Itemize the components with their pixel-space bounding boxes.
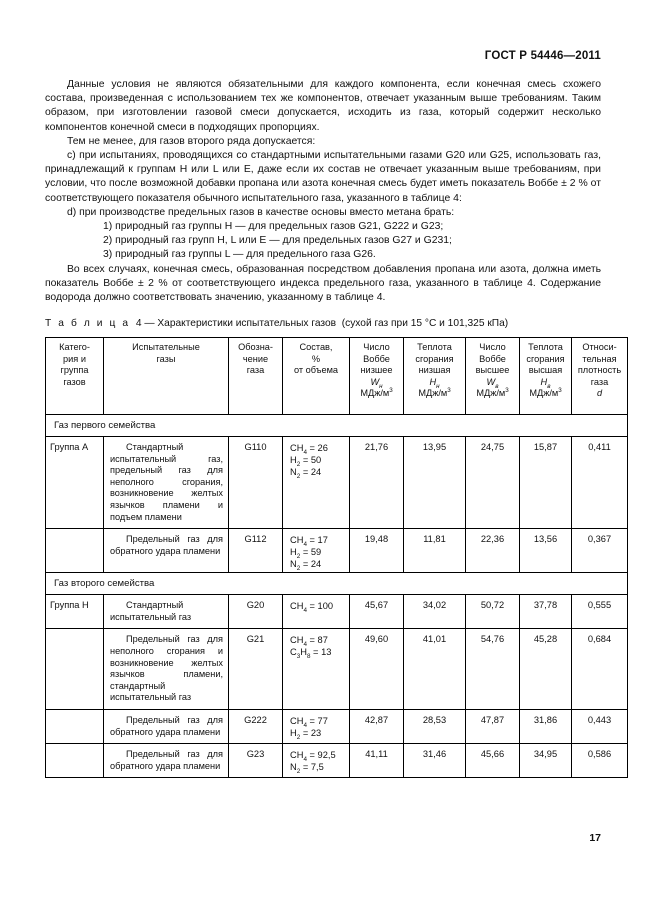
paragraph: Тем не менее, для газов второго ряда допускается: — [67, 135, 316, 147]
standard-designation: ГОСТ Р 54446—2011 — [484, 50, 601, 62]
table-column-header — [466, 338, 520, 415]
column-header-symbol: $W_в$ — [486, 376, 499, 390]
column-header-line: тельная — [582, 353, 617, 364]
wobbe-upper-cell: 50,72 — [466, 595, 520, 629]
table-column-header — [46, 338, 104, 415]
paragraph: 1) природный газ группы Н — для предельных газов G21, G222 и G23; — [103, 221, 444, 233]
column-header-line: Число — [479, 342, 506, 352]
wobbe-upper-cell: 45,66 — [466, 744, 520, 778]
paragraph: Данные условия не являются обязательными для каждого компонента, если конечная смесь схожего состава, произведенная с использованием тех же компонентов, отвечает указанным выше требованиям. Таким образом, при изготовлении газовой смеси допускается, исходить из газа, который содержит несколько компонентов конечной смеси в подходящих пропорциях. — [45, 79, 601, 133]
relative-density-cell: 0,555 — [572, 595, 628, 629]
table-caption-title: Характеристики испытательных газов — [157, 318, 337, 329]
paragraph: d) при производстве предельных газов в качестве основы вместо метана брать: — [67, 206, 455, 218]
composition-line: $N_2 = 7,5$ — [290, 762, 324, 775]
wobbe-upper-cell: 22,36 — [466, 529, 520, 573]
gas-group-cell — [46, 709, 104, 743]
table-column-header — [572, 338, 628, 415]
column-header-line: Воббе — [479, 353, 506, 364]
column-header-line: Обозна- — [238, 342, 273, 352]
gas-family-label: Газ второго семейства — [46, 573, 628, 595]
table-row — [46, 629, 628, 710]
column-header-line: низшая — [418, 365, 451, 375]
column-header-unit: МДж/$м^3$ — [360, 386, 393, 398]
column-header-symbol: d — [596, 388, 603, 398]
heat-lower-cell: 13,95 — [404, 437, 466, 529]
column-header-symbol: $H_н$ — [429, 376, 440, 390]
column-header-line: чение — [242, 353, 269, 364]
composition-line: $N_2 = 24$ — [290, 559, 322, 573]
page-number: 17 — [589, 832, 601, 844]
gas-description-cell: Предельный газ для обратного удара пламени — [104, 529, 229, 573]
gas-group-cell — [46, 629, 104, 710]
column-header-line: группа — [60, 365, 89, 375]
composition-line: $CH_4 = 17$ — [290, 535, 328, 549]
heat-upper-cell: 34,95 — [520, 744, 572, 778]
composition-line: $CH_4 = 100$ — [290, 601, 334, 615]
column-header-unit: МДж/$м^3$ — [529, 386, 562, 398]
composition-line: $CH_4 = 77$ — [290, 715, 328, 729]
table-column-header — [350, 338, 404, 415]
heat-upper-cell: 31,86 — [520, 709, 572, 743]
heat-lower-cell: 41,01 — [404, 629, 466, 710]
gas-code-cell: G23 — [229, 744, 283, 778]
table-caption-label: Т а б л и ц а — [45, 318, 131, 329]
heat-upper-cell: 13,56 — [520, 529, 572, 573]
paragraph: 2) природный газ групп Н, L или Е — для предельных газов G27 и G231; — [103, 235, 452, 247]
column-header-line: Воббе — [363, 353, 390, 364]
heat-lower-cell: 34,02 — [404, 595, 466, 629]
composition-line: $CH_4 = 92,5$ — [290, 750, 336, 763]
table-body — [46, 415, 628, 778]
table-caption-dash: — — [144, 318, 155, 329]
gas-code-cell: G112 — [229, 529, 283, 573]
heat-lower-cell: 28,53 — [404, 709, 466, 743]
gas-composition-cell — [283, 595, 350, 629]
heat-upper-cell: 15,87 — [520, 437, 572, 529]
column-header-unit: МДж/$м^3$ — [476, 386, 509, 398]
heat-upper-cell: 37,78 — [520, 595, 572, 629]
wobbe-lower-cell: 45,67 — [350, 595, 404, 629]
column-header-line: сгорания — [526, 353, 565, 364]
column-header-line: от объема — [293, 365, 338, 375]
column-header-line: газов — [63, 376, 86, 387]
table-row — [46, 744, 628, 778]
wobbe-lower-cell: 42,87 — [350, 709, 404, 743]
relative-density-cell: 0,684 — [572, 629, 628, 710]
table-column-header — [283, 338, 350, 415]
paragraph: 3) природный газ группы L — для предельного газа G26. — [103, 249, 376, 261]
wobbe-upper-cell: 47,87 — [466, 709, 520, 743]
table-caption — [45, 318, 508, 329]
heat-lower-cell: 31,46 — [404, 744, 466, 778]
column-header-line: высшая — [528, 365, 563, 375]
column-header-symbol: $W_н$ — [370, 376, 383, 390]
column-header-line: Относи- — [582, 342, 617, 352]
table-row — [46, 437, 628, 529]
column-header-line: Испытательные — [132, 342, 200, 352]
wobbe-upper-cell: 54,76 — [466, 629, 520, 710]
gas-family-label: Газ первого семейства — [46, 415, 628, 437]
gas-code-cell: G110 — [229, 437, 283, 529]
column-header-line: Число — [363, 342, 390, 352]
table-header-row — [46, 338, 628, 415]
composition-line: $H_2 = 50$ — [290, 455, 322, 468]
table-row — [46, 709, 628, 743]
wobbe-lower-cell: 21,76 — [350, 437, 404, 529]
column-header-line: сгорания — [415, 353, 454, 364]
wobbe-lower-cell: 19,48 — [350, 529, 404, 573]
gas-group-cell: Группа А — [46, 437, 104, 529]
gas-group-cell: Группа Н — [46, 595, 104, 629]
column-header-unit: МДж/$м^3$ — [418, 386, 451, 398]
gas-code-cell: G222 — [229, 709, 283, 743]
composition-line: $C_3H_8 = 13$ — [290, 647, 332, 661]
column-header-line: высшее — [475, 365, 510, 375]
column-header-line: Теплота — [417, 342, 452, 352]
gas-description-cell: Предельный газ для неполного сгорания и возникновение желтых язычков пламени, стандартный испытательный газ — [104, 629, 229, 710]
relative-density-cell: 0,411 — [572, 437, 628, 529]
column-header-line: Катего- — [59, 342, 90, 352]
table-caption-number: 4 — [135, 318, 142, 329]
table-caption-conditions: (сухой газ при 15 °C и 101,325 кПа) — [341, 318, 509, 329]
gas-composition-cell — [283, 629, 350, 710]
gas-code-cell: G21 — [229, 629, 283, 710]
column-header-symbol: $H_в$ — [540, 376, 551, 390]
table-header — [46, 338, 628, 415]
gas-family-row — [46, 415, 628, 437]
table-row — [46, 529, 628, 573]
gas-composition-cell — [283, 709, 350, 743]
gas-description-cell: Стандартный испытательный газ, предельный газ для неполного сгорания, возникновение желтых язычков пламени и подъем пламени — [104, 437, 229, 529]
gas-description-cell: Предельный газ для обратного удара пламени — [104, 744, 229, 778]
column-header-line: Состав, — [299, 342, 333, 352]
gas-composition-cell — [283, 437, 350, 529]
table-column-header — [520, 338, 572, 415]
relative-density-cell: 0,367 — [572, 529, 628, 573]
column-header-line: газы — [156, 353, 176, 364]
column-header-line: плотность — [577, 365, 622, 375]
paragraph: Во всех случаях, конечная смесь, образованная посредством добавления пропана или азота, должна иметь показатель Воббе ± 2 % от соответствующего индекса предельного газа, указанного в таблице 4. Содержание водорода должно соответствовать значению, указанному в таблице 4. — [45, 263, 601, 304]
composition-line: $H_2 = 23$ — [290, 727, 322, 741]
gas-code-cell: G20 — [229, 595, 283, 629]
column-header-line: Теплота — [528, 342, 563, 352]
composition-line: $CH_4 = 26$ — [290, 443, 328, 456]
heat-lower-cell: 11,81 — [404, 529, 466, 573]
composition-line: $H_2 = 59$ — [290, 547, 322, 561]
column-header-line: газа — [246, 365, 265, 375]
paragraph: с) при испытаниях, проводящихся со стандартными испытательными газами G20 или G25, использовать газ, принадлежащий к группам Н или L или Е, даже если их состав не отвечает указанным выше требованиям, при условии, что после возможной добавки пропана или азота конечная смесь будет иметь показатель Воббе ± 2 % от соответствующего показателя обычного испытательного газа, указанного в таблице 4: — [45, 150, 601, 204]
column-header-line: газа — [590, 376, 609, 387]
gas-group-cell — [46, 744, 104, 778]
column-header-line: низшее — [360, 365, 393, 375]
wobbe-lower-cell: 41,11 — [350, 744, 404, 778]
gas-description-cell: Предельный газ для обратного удара пламени — [104, 709, 229, 743]
table-column-header — [229, 338, 283, 415]
relative-density-cell: 0,443 — [572, 709, 628, 743]
gas-composition-cell — [283, 529, 350, 573]
wobbe-upper-cell: 24,75 — [466, 437, 520, 529]
gas-family-row — [46, 573, 628, 595]
gas-group-cell — [46, 529, 104, 573]
column-header-line: % — [311, 353, 321, 364]
table-column-header — [404, 338, 466, 415]
gas-composition-cell — [283, 744, 350, 778]
composition-line: $N_2 = 24$ — [290, 467, 322, 480]
composition-line: $CH_4 = 87$ — [290, 635, 328, 649]
test-gas-characteristics-table — [45, 337, 628, 778]
wobbe-lower-cell: 49,60 — [350, 629, 404, 710]
gas-description-cell: Стандартный испытательный газ — [104, 595, 229, 629]
body-text-block — [45, 78, 601, 305]
column-header-line: рия и — [63, 353, 86, 364]
heat-upper-cell: 45,28 — [520, 629, 572, 710]
table-column-header — [104, 338, 229, 415]
relative-density-cell: 0,586 — [572, 744, 628, 778]
table-row — [46, 595, 628, 629]
